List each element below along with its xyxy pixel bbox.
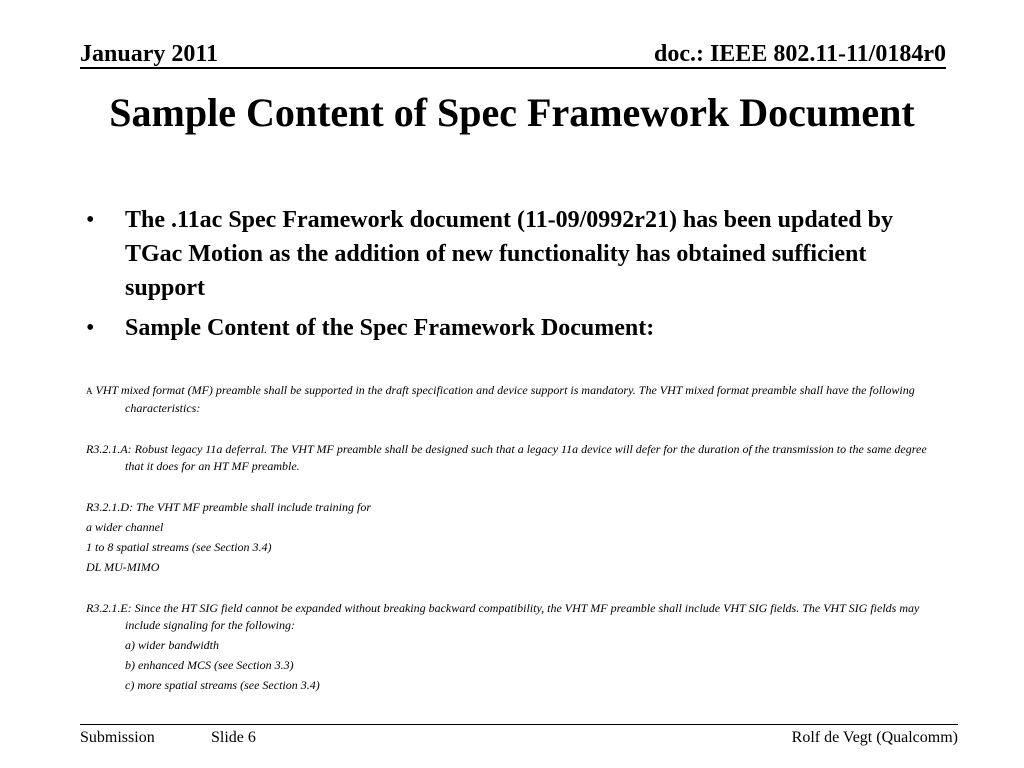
bullet-item: [86, 311, 946, 345]
footer-slide-number: Slide 6: [211, 729, 256, 746]
spec-list-item: 1 to 8 spatial streams (see Section 3.4): [86, 540, 272, 554]
spec-paragraph-r3-2-1-d: R3.2.1.D: The VHT MF preamble shall include training for: [86, 500, 371, 514]
spec-list-item: a) wider bandwidth: [125, 638, 220, 652]
bullet-dot-icon: •: [86, 315, 95, 341]
spec-content: [86, 382, 946, 694]
spec-paragraph-r3-2-1-a: R3.2.1.A: Robust legacy 11a deferral. The VHT MF preamble shall be designed such that a legacy 11a device will defer for the duration of the transmission to the same degree that it does for an HT MF preamble.: [86, 442, 927, 473]
spec-list-item: DL MU-MIMO: [86, 560, 160, 574]
bullet-list: [86, 203, 946, 351]
spec-list-item: c) more spatial streams (see Section 3.4): [125, 678, 320, 692]
spec-text: VHT mixed format (MF) preamble shall be supported in the draft specification and device support is mandatory. The VHT mixed format preamble shall have the following characteristics:: [95, 383, 915, 415]
footer-submission: Submission: [80, 729, 155, 746]
bullet-text: Sample Content of the Spec Framework Document:: [125, 315, 655, 341]
footer-author: Rolf de Vegt (Qualcomm): [791, 729, 958, 746]
spec-paragraph-intro: [86, 382, 946, 417]
header-doc-id: doc.: IEEE 802.11-11/0184r0: [653, 41, 946, 67]
header-date: January 2011: [80, 41, 219, 67]
spec-list-item: a wider channel: [86, 520, 164, 534]
footer-rule: [80, 724, 958, 725]
spec-paragraph-r3-2-1-e: R3.2.1.E: Since the HT SIG field cannot be expanded without breaking backward compatibility, the VHT MF preamble shall include VHT SIG fields. The VHT SIG fields may include signaling for the following:: [86, 601, 920, 632]
spec-list-item: b) enhanced MCS (see Section 3.3): [125, 658, 294, 672]
bullet-item: [86, 203, 946, 305]
slide-title: Sample Content of Spec Framework Document: [109, 90, 915, 135]
spec-lead-letter: A: [86, 386, 93, 396]
bullet-text: The .11ac Spec Framework document (11-09/0992r21) has been updated by TGac Motion as the addition of new functionality has obtained sufficient support: [125, 207, 893, 301]
bullet-dot-icon: •: [86, 207, 95, 233]
header-rule: [80, 67, 946, 69]
